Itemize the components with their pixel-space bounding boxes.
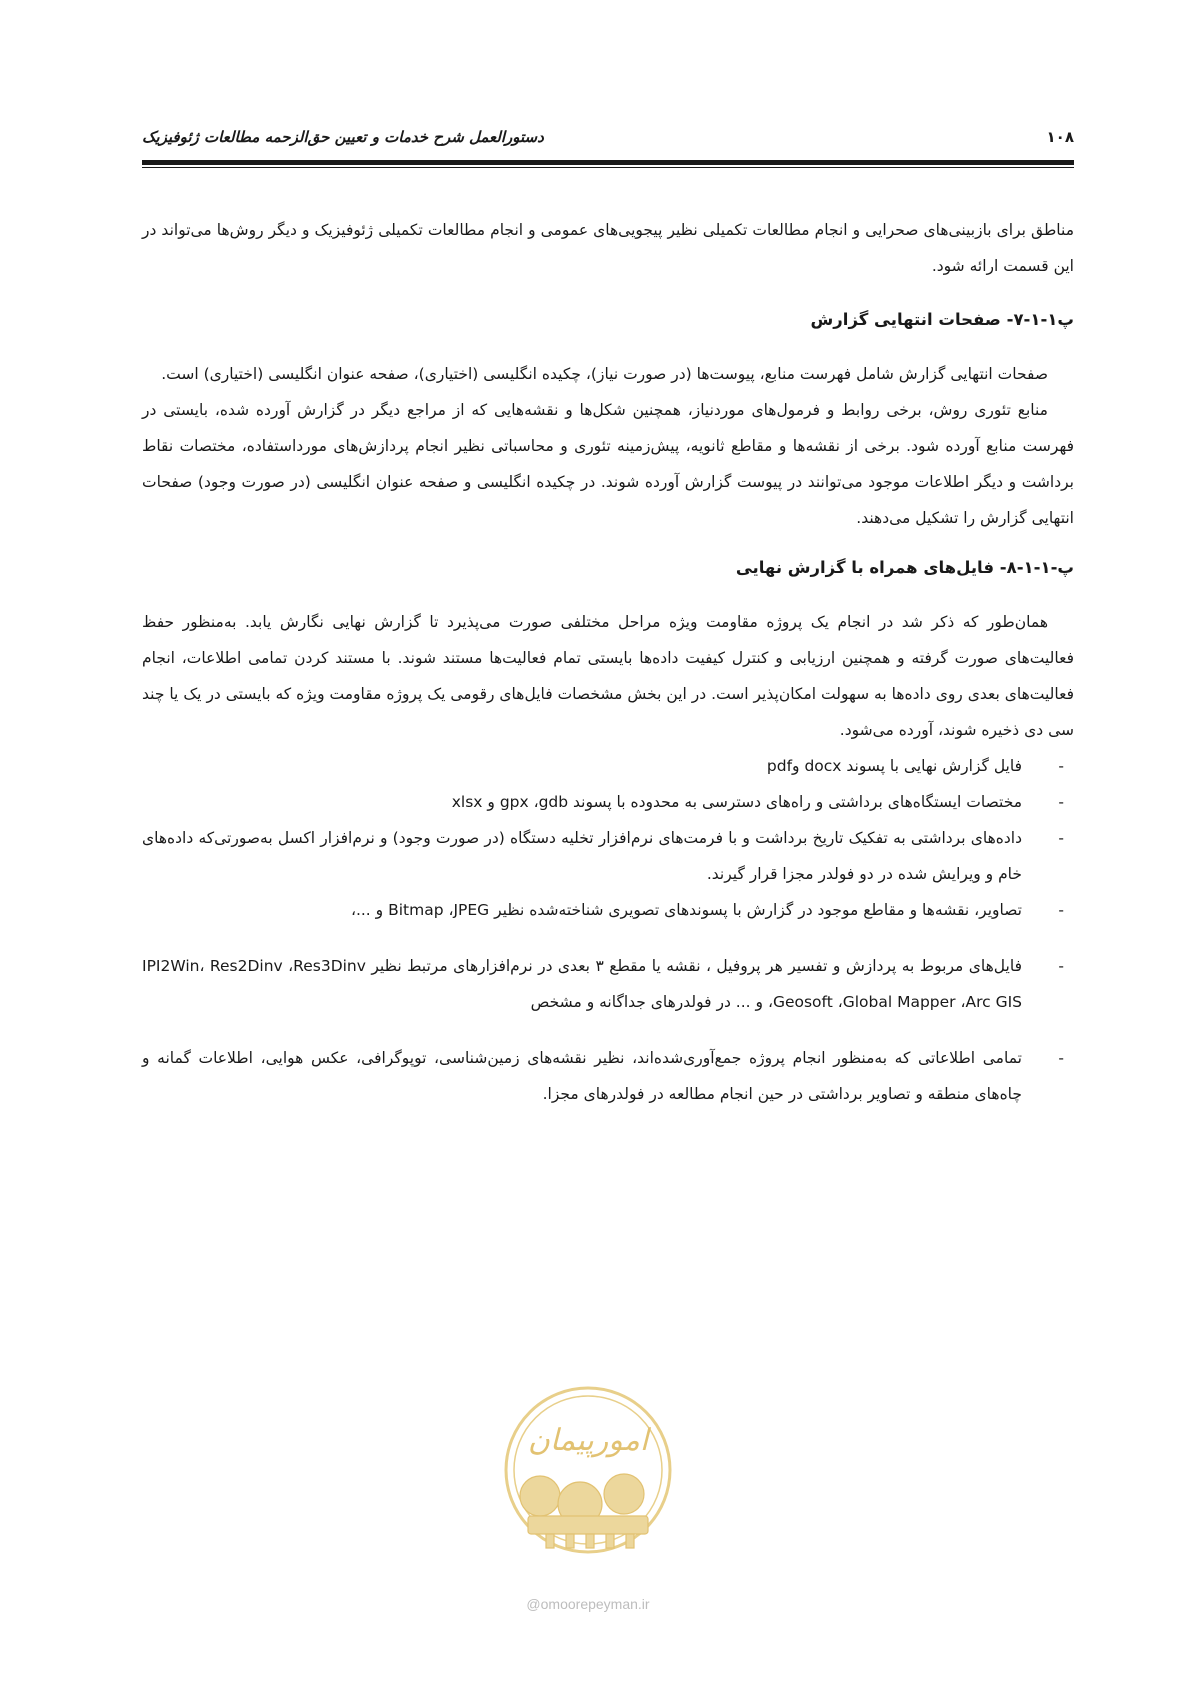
header-rule-thin	[142, 167, 1074, 168]
document-title: دستورالعمل شرح خدمات و تعیین حق‌الزحمه مطالعات ژئوفیزیک	[142, 128, 544, 146]
page-number: ۱۰۸	[1046, 128, 1074, 146]
seal-logo-icon	[498, 1378, 678, 1568]
paragraph-final-pages: صفحات انتهایی گزارش شامل فهرست منابع، پیوست‌ها (در صورت نیاز)، چکیده انگلیسی (اختیاری)، صفحه عنوان انگلیسی (اختیاری) است.	[161, 365, 1048, 383]
list-dash: -	[1058, 901, 1064, 919]
watermark-url: @omoorepeyman.ir	[526, 1596, 650, 1612]
paragraph-regions: مناطق برای بازبینی‌های صحرایی و انجام مطالعات تکمیلی نظیر پیجویی‌های عمومی و انجام مطالعات تکمیلی ژئوفیزیک و دیگر روش‌ها می‌تواند در این قسمت ارائه شود.	[142, 221, 1074, 275]
list-item-text: فایل‌های مربوط به پردازش و تفسیر هر پروفیل ، نقشه یا مقطع ۳ بعدی در نرم‌افزارهای مرتبط نظیر IPI2Win، Res2Dinv ،Res3Dinv ،Geosoft ،Global Mapper ،Arc GIS و ... در فولدرهای جداگانه و مشخص	[142, 957, 1022, 1011]
header-rule-thick	[142, 160, 1074, 165]
list-item	[142, 1040, 1074, 1112]
paragraph-attached-files: همان‌طور که ذکر شد در انجام یک پروژه مقاومت ویژه مراحل مختلفی صورت می‌پذیرد تا گزارش نهایی نگارش یابد. به‌منظور حفظ فعالیت‌های صورت گرفته و همچنین ارزیابی و کنترل کیفیت داده‌ها بایستی تمام فعالیت‌ها مستند شوند. با مستند کردن تمامی اطلاعات، انجام فعالیت‌های بعدی روی داده‌ها به سهولت امکان‌پذیر است. در این بخش مشخصات فایل‌های رقومی یک پروژه مقاومت ویژه که بایستی در یک یا چند سی دی ذخیره شوند، آورده می‌شود.	[142, 613, 1074, 739]
list-dash: -	[1058, 757, 1064, 775]
list-dash: -	[1058, 957, 1064, 975]
paragraph-references: منابع تئوری روش، برخی روابط و فرمول‌های موردنیاز، همچنین شکل‌ها و نقشه‌هایی که از مراجع دیگر در گزارش آورده شده، بایستی در فهرست منابع آورده شود. برخی از نقشه‌ها و مقاطع ثانویه، پیش‌زمینه تئوری و محاسباتی نظیر انجام پردازش‌های مورداستفاده، مختصات نقاط برداشت و دیگر اطلاعات موجود می‌توانند در پیوست گزارش آورده شوند. در چکیده انگلیسی و صفحه عنوان انگلیسی (در صورت وجود) صفحات انتهایی گزارش را تشکیل می‌دهند.	[142, 401, 1074, 527]
list-item-text: داده‌های برداشتی به تفکیک تاریخ برداشت و با فرمت‌های نرم‌افزار تخلیه دستگاه (در صورت وجود) و نرم‌افزار اکسل به‌صورتی‌که داده‌های خام و ویرایش شده در دو فولدر مجزا قرار گیرند.	[142, 829, 1022, 883]
list-item	[142, 748, 1074, 784]
list-item-text: تمامی اطلاعاتی که به‌منظور انجام پروژه جمع‌آوری‌شده‌اند، نظیر نقشه‌های زمین‌شناسی، توپوگرافی، عکس هوایی، اطلاعات گمانه و چاه‌های منطقه و تصاویر برداشتی در حین انجام مطالعه در فولدرهای مجزا.	[142, 1049, 1022, 1103]
list-item	[142, 892, 1074, 928]
list-item	[142, 820, 1074, 892]
list-item-text: مختصات ایستگاه‌های برداشتی و راه‌های دسترسی به محدوده با پسوند gpx ،gdb و xlsx	[451, 793, 1022, 811]
attached-files-list	[142, 748, 1074, 1112]
list-item	[142, 948, 1074, 1020]
section-heading-attached-files: پ-۱-۱-۸- فایل‌های همراه با گزارش نهایی	[735, 558, 1074, 577]
list-dash: -	[1058, 793, 1064, 811]
page-header	[142, 128, 1074, 150]
section-heading-final-pages: پ۱-۱-۷- صفحات انتهایی گزارش	[810, 310, 1074, 329]
list-dash: -	[1058, 1049, 1064, 1067]
page-body	[142, 212, 1074, 1112]
list-dash: -	[1058, 829, 1064, 847]
list-item	[142, 784, 1074, 820]
list-item-text: فایل گزارش نهایی با پسوند docx وpdf	[766, 757, 1022, 775]
list-item-text: تصاویر، نقشه‌ها و مقاطع موجود در گزارش با پسوندهای تصویری شناخته‌شده نظیر Bitmap ،JPEG و ...،	[350, 901, 1022, 919]
seal-logo-script: امورپیمان	[527, 1423, 649, 1458]
